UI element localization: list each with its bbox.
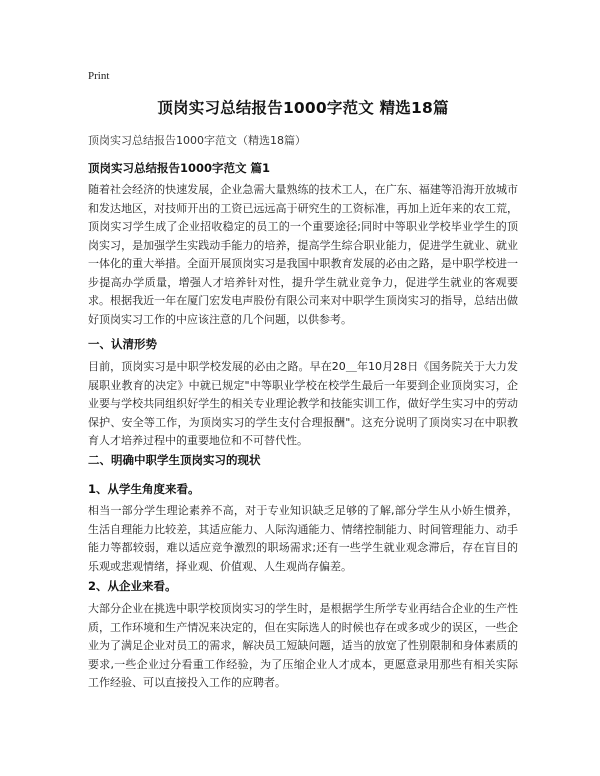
document-title: 顶岗实习总结报告1000字范文 精选18篇 <box>157 99 449 117</box>
heading-student-view: 1、从学生角度来看。 <box>88 482 200 496</box>
print-label[interactable]: Print <box>88 70 110 82</box>
heading-enterprise-view: 2、从企业来看。 <box>88 579 177 593</box>
situation-paragraph: 目前，顶岗实习是中职学校发展的必由之路。早在20＿年10月28日《国务院关于大力发展职业教育的决定》中就已规定"中等职业学校在校学生最后一年要到企业顶岗实习，企业要与学校共同组织好学生的相关专业理论教学和技能实训工作，做好学生实习中的劳动保护、安全等工作，为顶岗实习的学生支付合理报酬"。这充分说明了顶岗实习在中职教育人才培养过程中的重要地位和不可替代性。 <box>88 360 518 447</box>
intro-paragraph: 随着社会经济的快速发展，企业急需大量熟练的技术工人，在广东、福建等沿海开放城市和发达地区，对技师开出的工资已远远高于研究生的工资标准，再加上近年来的农工荒，顶岗实习学生成了企业招收稳定的员工的一个重要途径;同时中等职业学校毕业学生的顶岗实习，是加强学生实践动手能力的培养，提高学生综合职业能力，促进学生就业、就业一体化的重大举措。全面开展顶岗实习是我国中职教育发展的必由之路，是中职学校进一步提高办学质量，增强人才培养针对性，提升学生就业竞争力，促进学生就业的客观要求。根据我近一年在厦门宏发电声股份有限公司来对中职学生顶岗实习的指导，总结出做好顶岗实习工作的中应该注意的几个问题，以供参考。 <box>88 183 518 326</box>
enterprise-view-paragraph: 大部分企业在挑选中职学校顶岗实习的学生时，是根据学生所学专业再结合企业的生产性质，工作环境和生产情况来决定的，但在实际选人的时候也存在或多或少的误区，一些企业为了满足企业对员工的需求，解决员工短缺问题，适当的放宽了性别限制和身体素质的要求,一些企业过分看重工作经验，为了压缩企业人才成本，更愿意录用那些有相关实际工作经验、可以直接投入工作的应聘者。 <box>88 602 518 689</box>
heading-situation: 一、认清形势 <box>88 337 157 351</box>
document-subtitle: 顶岗实习总结报告1000字范文（精选18篇） <box>88 134 306 147</box>
heading-status: 二、明确中职学生顶岗实习的现状 <box>88 453 261 467</box>
student-view-paragraph: 相当一部分学生理论素养不高，对于专业知识缺乏足够的了解,部分学生从小娇生惯养，生活自理能力比较差，其适应能力、人际沟通能力、情绪控制能力、时间管理能力、动手能力等都较弱，难以适应竞争激烈的职场需求;还有一些学生就业观念滞后，存在盲目的乐观或悲观情绪，择业观、价值观、人生观尚存偏差。 <box>88 504 518 573</box>
section-heading: 顶岗实习总结报告1000字范文 篇1 <box>88 161 271 175</box>
